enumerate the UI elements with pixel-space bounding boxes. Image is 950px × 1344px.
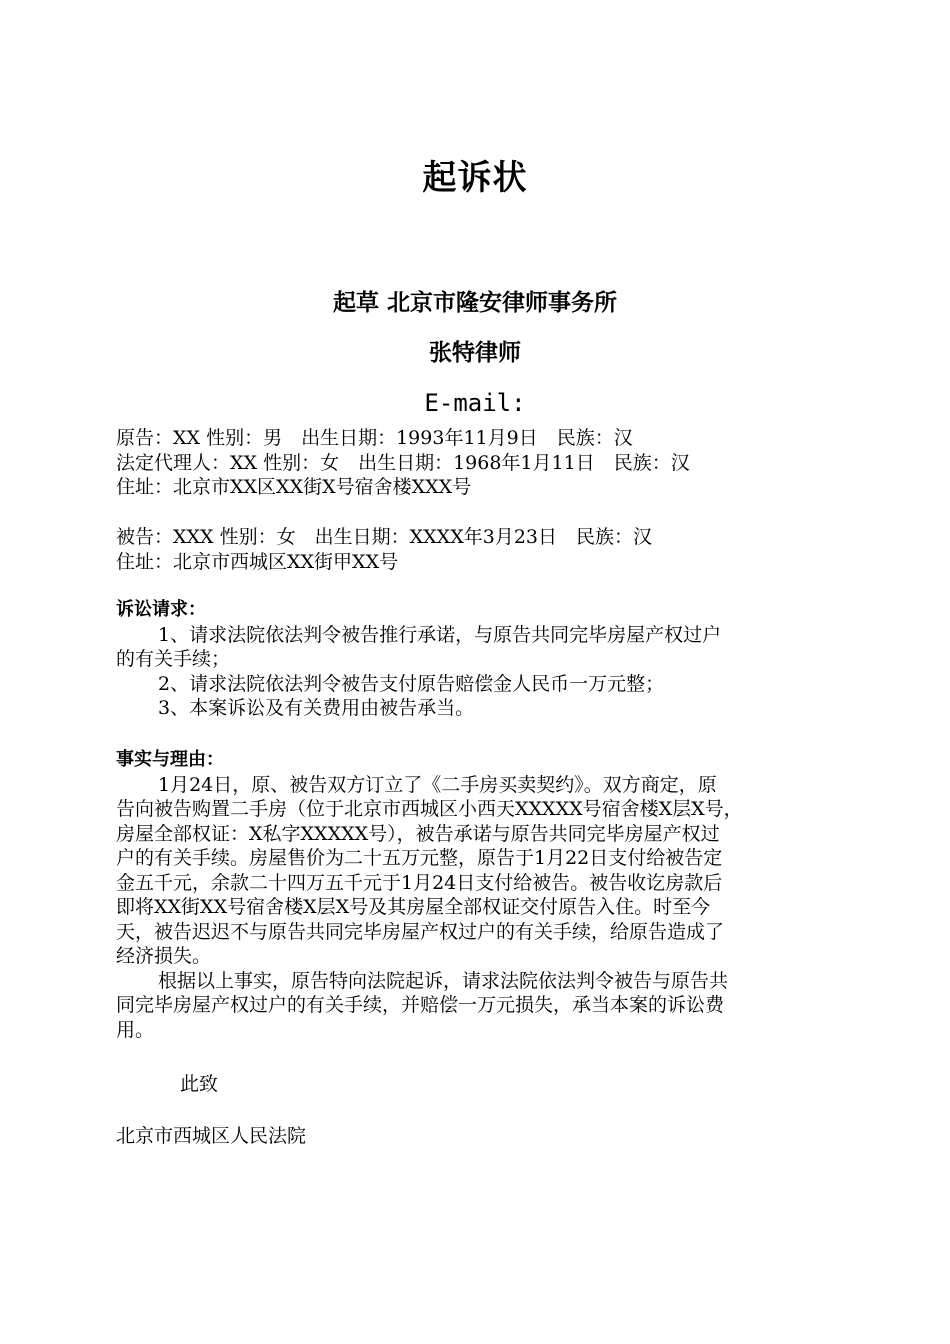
defendant-section: [116, 525, 841, 574]
facts-paragraph-1-line: 天，被告迟迟不与原告共同完毕房屋产权过户的有关手续，给原告造成了: [116, 920, 725, 943]
court-section: [116, 1124, 841, 1149]
legal-representative-info: 法定代理人：XX 性别：女 出生日期：1968年1月11日 民族：汉: [116, 451, 690, 474]
plaintiff-section: [116, 426, 841, 500]
facts-paragraph-1-line: 经济损失。: [116, 945, 212, 967]
facts-paragraph-1-line: 1月24日，原、被告双方订立了《二手房买卖契约》。双方商定，原: [158, 773, 717, 796]
claim-item-1-continued: 的有关手续；: [116, 648, 231, 670]
facts-paragraph-1-line: 即将XX街XX号宿舍楼X层X号及其房屋全部权证交付原告入住。时至今: [116, 896, 711, 918]
facts-paragraph-2-line: 用。: [116, 1018, 155, 1041]
claim-item-3: 3、本案诉讼及有关费用由被告承当。: [158, 697, 475, 719]
claim-item-2: 2、请求法院依法判令被告支付原告赔偿金人民币一万元整；: [158, 672, 665, 695]
facts-paragraph-1-line: 户的有关手续。房屋售价为二十五万元整，原告于1月22日支付给被告定: [116, 847, 723, 869]
facts-paragraph-1-line: 告向被告购置二手房（位于北京市西城区小西天XXXXX号宿舍楼X层X号，: [116, 798, 743, 820]
lawyer-name: 张特律师: [429, 339, 521, 366]
facts-paragraph-1-line: 金五千元，余款二十四万五千元于1月24日支付给被告。被告收讫房款后: [116, 871, 723, 894]
claims-heading: 诉讼请求：: [116, 599, 206, 620]
claim-item-1: 1、请求法院依法判令被告推行承诺，与原告共同完毕房屋产权过户: [158, 623, 722, 646]
facts-heading: 事实与理由：: [116, 749, 224, 770]
plaintiff-address: 住址：北京市XX区XX街X号宿舍楼XXX号: [116, 476, 472, 498]
email-label: E-mail:: [424, 389, 526, 417]
facts-paragraph-2-line: 根据以上事实，原告特向法院起诉，请求法院依法判令被告与原告共: [158, 969, 729, 992]
court-name: 北京市西城区人民法院: [116, 1125, 307, 1147]
facts-paragraph-1-line: 房屋全部权证：X私字XXXXX号），被告承诺与原告共同完毕房屋产权过: [116, 822, 720, 845]
facts-section: [116, 748, 841, 1042]
defendant-address: 住址：北京市西城区XX街甲XX号: [116, 550, 399, 573]
document-title: 起诉状: [422, 158, 528, 198]
facts-paragraph-2-line: 同完毕房屋产权过户的有关手续，并赔偿一万元损失，承当本案的诉讼费: [116, 994, 725, 1016]
claims-section: [116, 598, 841, 721]
plaintiff-info: 原告：XX 性别：男 出生日期：1993年11月9日 民族：汉: [116, 427, 633, 449]
defendant-info: 被告：XXX 性别：女 出生日期：XXXX年3月23日 民族：汉: [116, 526, 652, 548]
drafter-line: 起草 北京市隆安律师事务所: [332, 289, 617, 316]
salutation-section: [116, 1072, 841, 1097]
salutation: 此致: [180, 1073, 219, 1095]
